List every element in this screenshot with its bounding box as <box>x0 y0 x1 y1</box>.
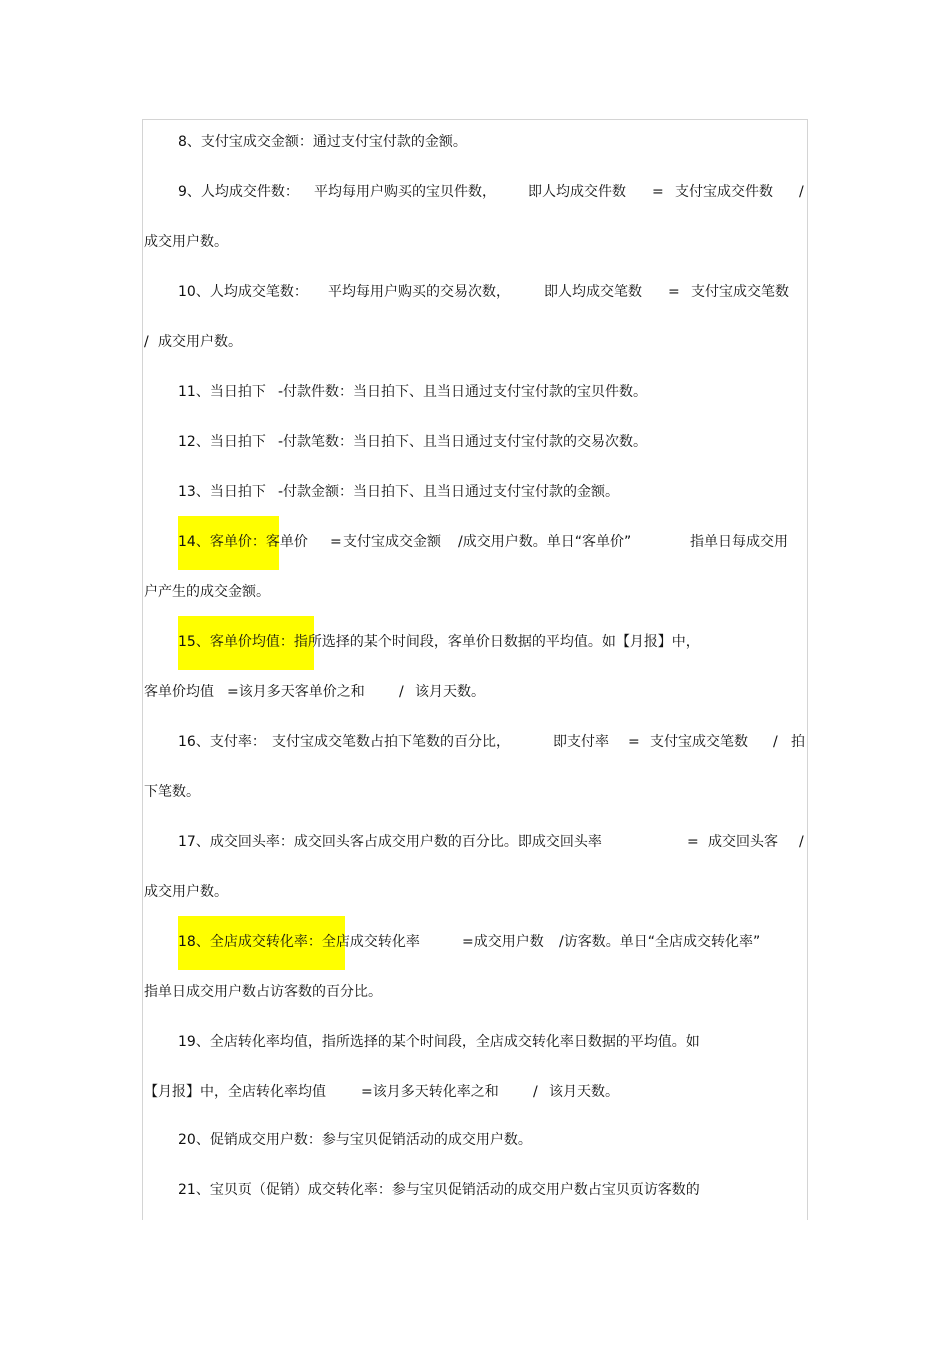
text-segment: 支付宝成交笔数 <box>650 734 748 750</box>
text-segment: / <box>773 734 778 750</box>
text-segment: =成交用户数 <box>462 934 544 950</box>
text-line-l11 <box>0 631 950 653</box>
text-segment: 21、宝贝页（促销）成交转化率：参与宝贝促销活动的成交用户数占宝贝页访客数的 <box>178 1182 700 1198</box>
text-line-l12 <box>0 681 950 703</box>
text-line-l4 <box>0 281 950 303</box>
text-line-l14 <box>0 781 950 803</box>
text-segment: 拍 <box>791 734 805 750</box>
text-segment: 成交用户数。 <box>144 884 228 900</box>
text-segment: 11、当日拍下 <box>178 384 266 400</box>
text-segment: 成交用户数。 <box>144 234 228 250</box>
text-line-l13 <box>0 731 950 753</box>
text-segment: /成交用户数。单日“客单价” <box>458 534 632 550</box>
text-segment: 20、促销成交用户数：参与宝贝促销活动的成交用户数。 <box>178 1132 532 1148</box>
text-line-l7 <box>0 431 950 453</box>
text-segment: 13、当日拍下 <box>178 484 266 500</box>
text-line-l16 <box>0 881 950 903</box>
text-segment: 12、当日拍下 <box>178 434 266 450</box>
text-segment: 即支付率 <box>553 734 609 750</box>
text-line-l5 <box>0 331 950 353</box>
text-segment: 指单日成交用户数占访客数的百分比。 <box>144 984 382 1000</box>
text-line-l2 <box>0 181 950 203</box>
text-segment: 14、客单价：客单价 <box>178 534 308 550</box>
text-line-l9 <box>0 531 950 553</box>
text-line-l17 <box>0 931 950 953</box>
text-segment: 支付宝成交金额 <box>343 534 441 550</box>
text-segment: / <box>799 184 804 200</box>
text-segment: -付款金额：当日拍下、且当日通过支付宝付款的金额。 <box>278 484 620 500</box>
text-segment: / <box>799 834 804 850</box>
text-segment: 【月报】中，全店转化率均值 <box>144 1084 326 1100</box>
text-segment: -付款笔数：当日拍下、且当日通过支付宝付款的交易次数。 <box>278 434 648 450</box>
text-line-l21 <box>0 1129 950 1151</box>
text-segment: 户产生的成交金额。 <box>144 584 270 600</box>
text-segment: 客单价均值 <box>144 684 214 700</box>
text-segment: 19、全店转化率均值，指所选择的某个时间段，全店成交转化率日数据的平均值。如 <box>178 1034 700 1050</box>
text-segment: = <box>330 534 342 550</box>
text-segment: 即人均成交件数 <box>528 184 626 200</box>
text-segment: = <box>687 834 699 850</box>
text-segment: = <box>652 184 664 200</box>
text-segment: = <box>628 734 640 750</box>
text-segment: 支付宝成交笔数占拍下笔数的百分比， <box>272 734 510 750</box>
text-segment: = <box>668 284 680 300</box>
text-line-l3 <box>0 231 950 253</box>
text-segment: 该月天数。 <box>415 684 485 700</box>
text-segment: 支付宝成交件数 <box>675 184 773 200</box>
text-segment: =该月多天客单价之和 <box>227 684 365 700</box>
text-segment: 即人均成交笔数 <box>544 284 642 300</box>
text-segment: 成交回头客 <box>708 834 778 850</box>
text-segment: / <box>144 334 149 350</box>
text-line-l20 <box>0 1081 950 1103</box>
text-segment: 该月天数。 <box>549 1084 619 1100</box>
text-line-l22 <box>0 1179 950 1201</box>
text-segment: 15、客单价均值：指所选择的某个时间段，客单价日数据的平均值。如【月报】中， <box>178 634 700 650</box>
text-segment: =该月多天转化率之和 <box>361 1084 499 1100</box>
text-line-l8 <box>0 481 950 503</box>
text-line-l1 <box>0 131 950 153</box>
text-segment: /访客数。单日“全店成交转化率” <box>559 934 761 950</box>
text-segment: 18、全店成交转化率：全店成交转化率 <box>178 934 420 950</box>
text-segment: 支付宝成交笔数 <box>691 284 789 300</box>
text-segment: -付款件数：当日拍下、且当日通过支付宝付款的宝贝件数。 <box>278 384 648 400</box>
text-segment: / <box>399 684 404 700</box>
text-segment: 9、人均成交件数： <box>178 184 299 200</box>
text-segment: 平均每用户购买的宝贝件数， <box>314 184 496 200</box>
text-line-l18 <box>0 981 950 1003</box>
text-line-l10 <box>0 581 950 603</box>
text-segment: 成交用户数。 <box>158 334 242 350</box>
text-segment: / <box>533 1084 538 1100</box>
text-segment: 平均每用户购买的交易次数， <box>328 284 510 300</box>
text-segment: 10、人均成交笔数： <box>178 284 308 300</box>
text-segment: 8、支付宝成交金额：通过支付宝付款的金额。 <box>178 134 467 150</box>
text-segment: 17、成交回头率：成交回头客占成交用户数的百分比。即成交回头率 <box>178 834 602 850</box>
text-line-l15 <box>0 831 950 853</box>
text-segment: 下笔数。 <box>144 784 200 800</box>
text-line-l19 <box>0 1031 950 1053</box>
text-line-l6 <box>0 381 950 403</box>
text-segment: 指单日每成交用 <box>690 534 788 550</box>
text-segment: 16、支付率： <box>178 734 266 750</box>
